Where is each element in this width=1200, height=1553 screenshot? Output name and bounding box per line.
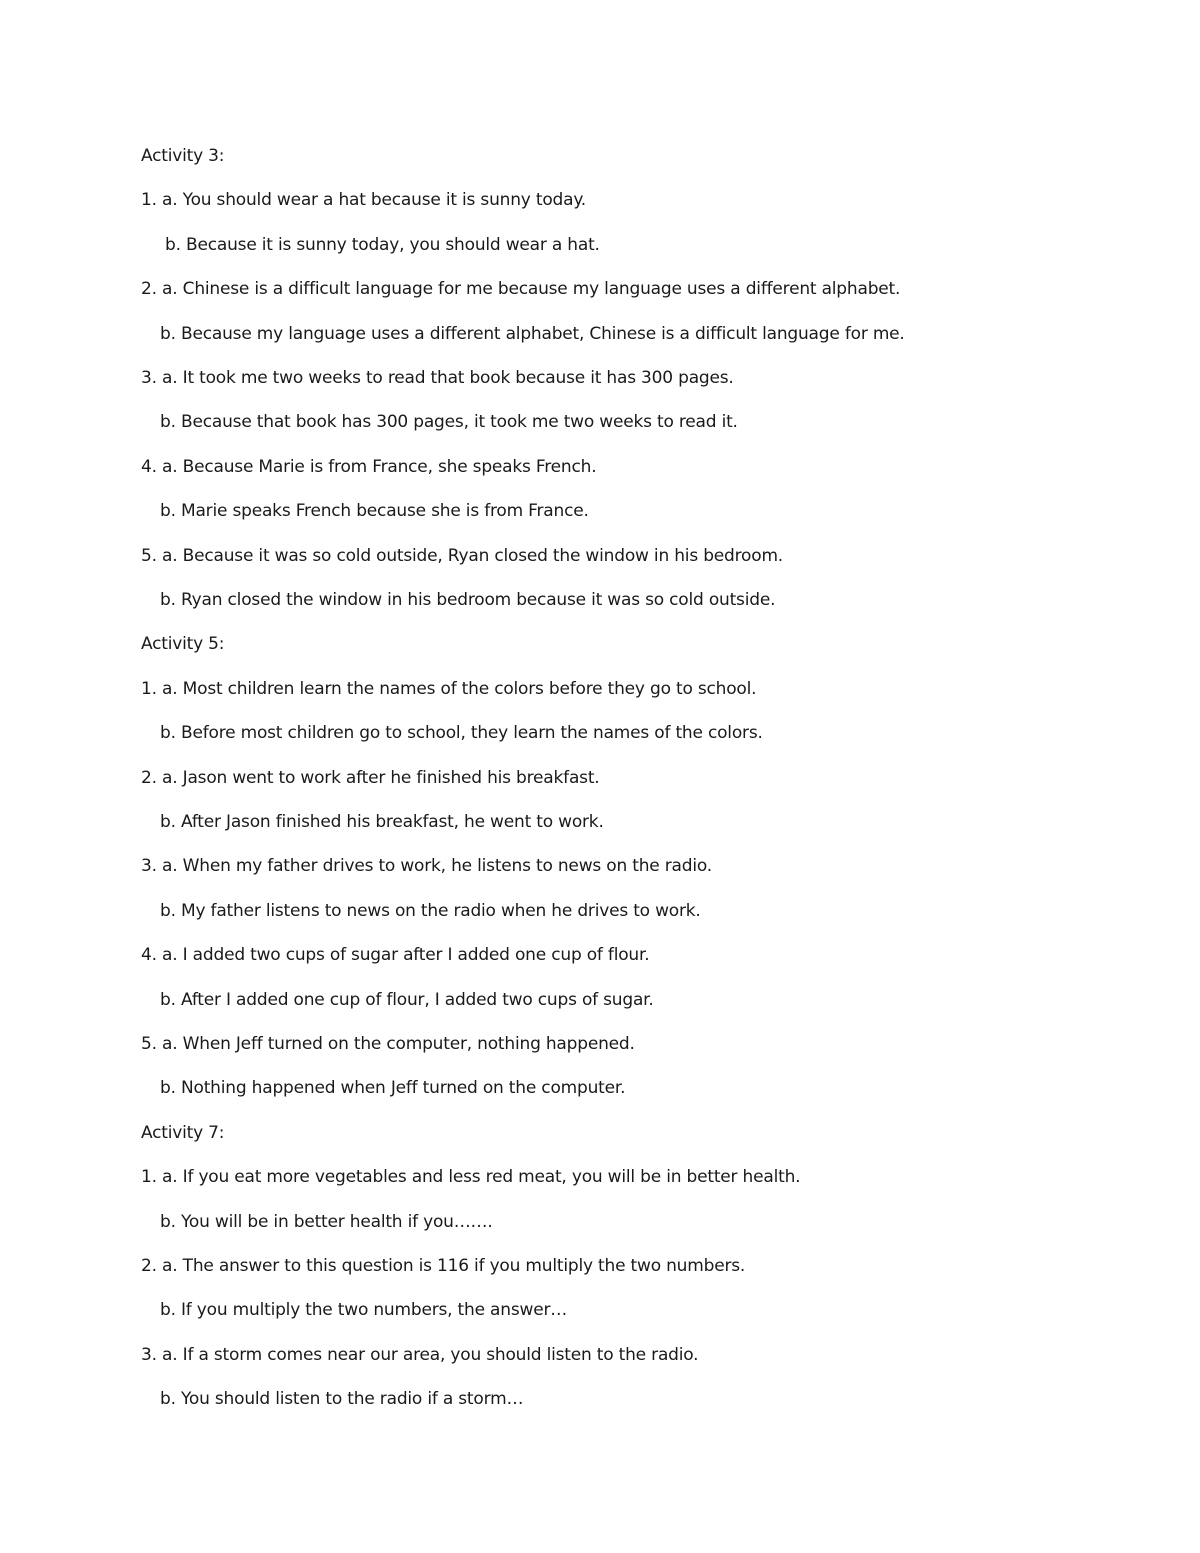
sentence-a: 4. a. I added two cups of sugar after I added one cup of flour. — [141, 945, 650, 965]
sentence-b: b. Because it is sunny today, you should wear a hat. — [165, 235, 600, 255]
sentence-a: 5. a. When Jeff turned on the computer, nothing happened. — [141, 1034, 635, 1054]
sentence-b: b. If you multiply the two numbers, the answer… — [160, 1300, 568, 1320]
sentence-b: b. You will be in better health if you……. — [160, 1212, 493, 1232]
sentence-a: 3. a. If a storm comes near our area, you should listen to the radio. — [141, 1345, 699, 1365]
sentence-a: 2. a. The answer to this question is 116 if you multiply the two numbers. — [141, 1256, 746, 1276]
sentence-a: 1. a. Most children learn the names of the colors before they go to school. — [141, 679, 757, 699]
sentence-b: b. Because my language uses a different alphabet, Chinese is a difficult language for me. — [160, 324, 905, 344]
sentence-a: 1. a. If you eat more vegetables and less red meat, you will be in better health. — [141, 1167, 801, 1187]
sentence-b: b. After I added one cup of flour, I added two cups of sugar. — [160, 990, 654, 1010]
sentence-b: b. Because that book has 300 pages, it took me two weeks to read it. — [160, 412, 738, 432]
sentence-a: 2. a. Chinese is a difficult language for me because my language uses a different alphabet. — [141, 279, 901, 299]
sentence-a: 3. a. When my father drives to work, he listens to news on the radio. — [141, 856, 712, 876]
sentence-a: 4. a. Because Marie is from France, she speaks French. — [141, 457, 597, 477]
sentence-b: b. Ryan closed the window in his bedroom because it was so cold outside. — [160, 590, 776, 610]
sentence-a: 1. a. You should wear a hat because it is sunny today. — [141, 190, 586, 210]
sentence-b: b. After Jason finished his breakfast, he went to work. — [160, 812, 604, 832]
sentence-b: b. Marie speaks French because she is from France. — [160, 501, 589, 521]
sentence-b: b. Before most children go to school, they learn the names of the colors. — [160, 723, 763, 743]
sentence-b: b. My father listens to news on the radio when he drives to work. — [160, 901, 701, 921]
section-heading: Activity 7: — [141, 1123, 225, 1143]
section-heading: Activity 3: — [141, 146, 225, 166]
sentence-b: b. You should listen to the radio if a storm… — [160, 1389, 524, 1409]
sentence-b: b. Nothing happened when Jeff turned on the computer. — [160, 1078, 626, 1098]
sentence-a: 2. a. Jason went to work after he finished his breakfast. — [141, 768, 600, 788]
sentence-a: 3. a. It took me two weeks to read that book because it has 300 pages. — [141, 368, 734, 388]
sentence-a: 5. a. Because it was so cold outside, Ryan closed the window in his bedroom. — [141, 546, 784, 566]
section-heading: Activity 5: — [141, 634, 225, 654]
